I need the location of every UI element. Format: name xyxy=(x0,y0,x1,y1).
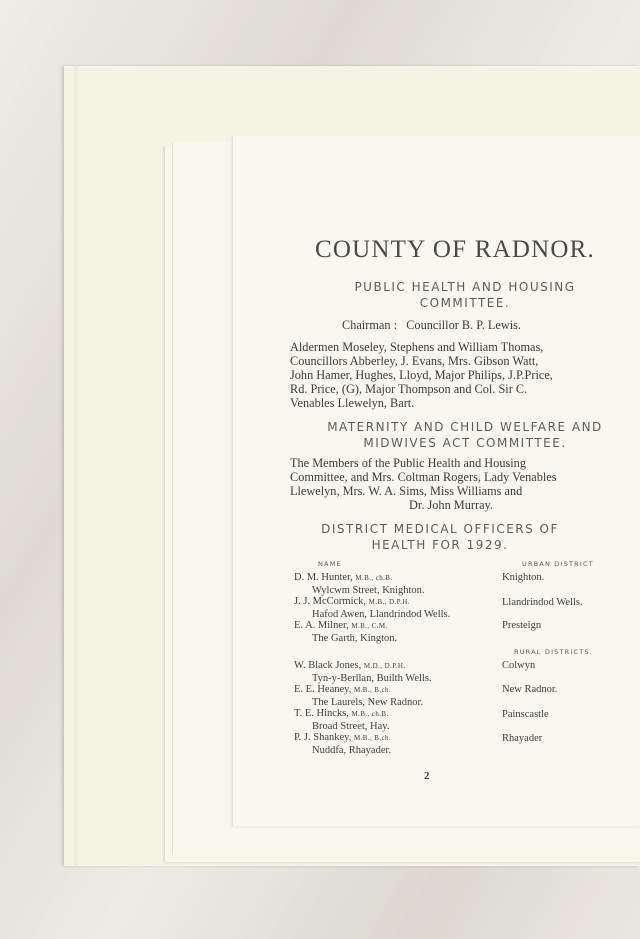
chairman-line xyxy=(342,318,521,332)
committee2-heading-line1: MATERNITY AND CHILD WELFARE AND xyxy=(327,420,603,434)
column-header-rural: RURAL DISTRICTS. xyxy=(514,648,594,656)
officer-entry xyxy=(294,620,397,644)
officer-address: Wylcwm Street, Knighton. xyxy=(312,584,425,596)
committee1-member-line: Venables Llewelyn, Bart. xyxy=(290,396,415,410)
officers-heading-line1: DISTRICT MEDICAL OFFICERS OF xyxy=(321,522,559,536)
officer-address: Hafod Awen, Llandrindod Wells. xyxy=(312,608,451,620)
officer-district: Colwyn xyxy=(502,660,536,671)
officer-name: D. M. Hunter, xyxy=(294,572,353,583)
chairman-label: Chairman : xyxy=(342,318,397,332)
officer-name: W. Black Jones, xyxy=(294,660,362,671)
committee1-members xyxy=(290,340,610,410)
committee2-heading-line2: MIDWIVES ACT COMMITTEE. xyxy=(363,436,567,450)
officer-quals: M.B., ch.B. xyxy=(355,574,393,582)
officer-name: T. E. Hincks, xyxy=(294,708,349,719)
officer-district: Painscastle xyxy=(502,709,549,720)
committee1-member-line: Aldermen Moseley, Stephens and William Thomas, xyxy=(290,340,544,354)
officer-name: E. A. Milner, xyxy=(294,620,349,631)
officer-quals: M.D., D.P.H. xyxy=(363,662,406,670)
officer-district: Llandrindod Wells. xyxy=(502,597,583,608)
officer-entry xyxy=(294,596,450,620)
committee1-member-line: Rd. Price, (G), Major Thompson and Col. Sir C. xyxy=(290,382,528,396)
page-number: 2 xyxy=(424,770,430,782)
page-title: COUNTY OF RADNOR. xyxy=(315,236,595,263)
officer-entry xyxy=(294,572,425,596)
officer-quals: M.B., D.P.H. xyxy=(368,598,410,606)
officer-name: E. E. Heaney, xyxy=(294,684,352,695)
committee2-member-line: Committee, and Mrs. Coltman Rogers, Lady Venables xyxy=(290,470,557,484)
officer-entry xyxy=(294,708,389,732)
officer-district: Presteign xyxy=(502,620,542,631)
committee1-heading-line1: PUBLIC HEALTH AND HOUSING xyxy=(354,280,576,294)
committee1-member-line: Councillors Abberley, J. Evans, Mrs. Gibson Watt, xyxy=(290,354,539,368)
officer-quals: M.B., B.ch. xyxy=(353,686,392,694)
officer-entry xyxy=(294,660,432,684)
officer-quals: M.B., ch.B. xyxy=(351,710,389,718)
chairman-name: Councillor B. P. Lewis. xyxy=(406,318,521,332)
officer-entry xyxy=(294,732,391,756)
column-header-urban: URBAN DISTRICT xyxy=(522,560,594,568)
officer-quals: M.B., B.ch. xyxy=(354,734,392,742)
officer-district: New Radnor. xyxy=(502,684,558,695)
officer-address: The Garth, Kington. xyxy=(312,632,398,644)
committee2-member-line: The Members of the Public Health and Housing xyxy=(290,456,526,470)
officer-district: Knighton. xyxy=(502,572,545,583)
officer-district: Rhayader xyxy=(502,733,543,744)
committee1-member-line: John Hamer, Hughes, Lloyd, Major Philips, J.P.Price, xyxy=(290,368,553,382)
committee2-member-line: Llewelyn, Mrs. W. A. Sims, Miss Williams and xyxy=(290,484,523,498)
officer-address: Tyn-y-Berllan, Builth Wells. xyxy=(312,672,432,684)
committee2-members xyxy=(290,456,612,512)
officer-entry xyxy=(294,684,423,708)
column-header-name: NAME xyxy=(318,560,342,568)
officer-name: P. J. Shankey, xyxy=(294,732,352,743)
committee2-member-line: Dr. John Murray. xyxy=(409,498,493,512)
committee1-heading-line2: COMMITTEE. xyxy=(419,296,511,310)
officer-address: Broad Street, Hay. xyxy=(312,720,390,732)
officers-heading-line2: HEALTH FOR 1929. xyxy=(371,538,509,552)
officer-quals: M.B., C.M. xyxy=(351,622,388,630)
officer-name: J. J. McCormick, xyxy=(294,596,367,607)
officer-address: The Laurels, New Radnor. xyxy=(312,696,424,708)
officer-address: Nuddfa, Rhayader. xyxy=(312,744,392,756)
